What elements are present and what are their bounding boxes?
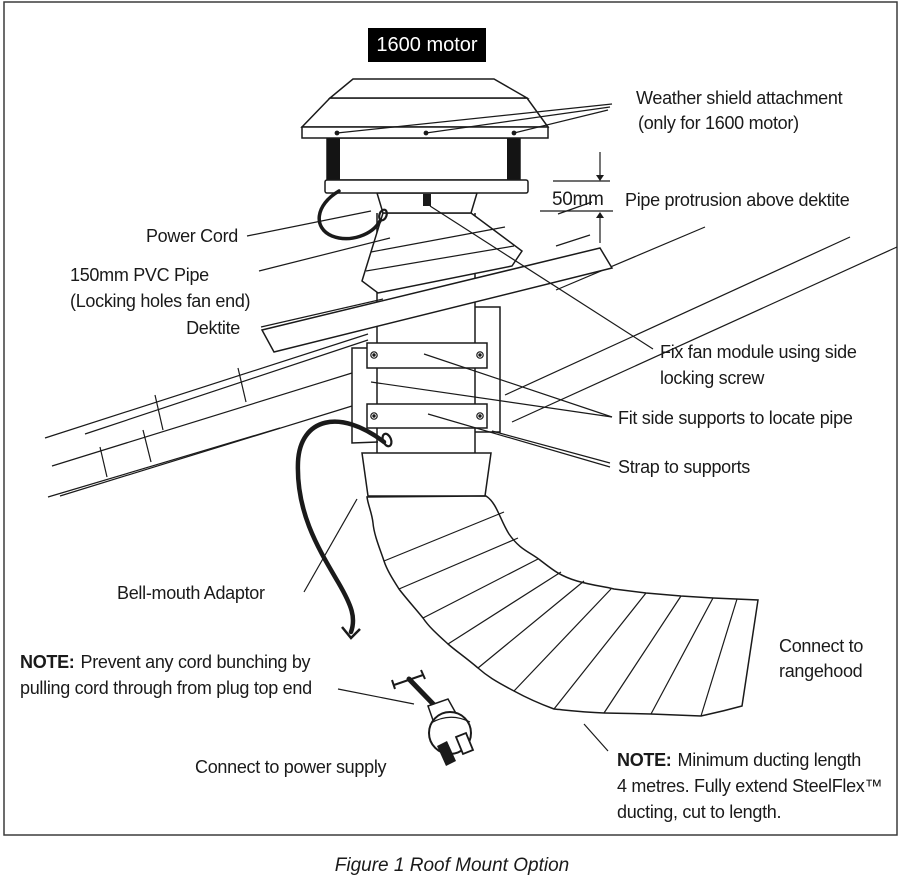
label-weather-shield-2: (only for 1600 motor) [638,113,799,133]
label-weather-shield: Weather shield attachment [636,88,843,108]
label-pvc-pipe-2: (Locking holes fan end) [70,291,251,311]
dektite-flashing [262,213,612,352]
fan-base-plate [325,180,528,193]
power-plug [392,670,473,766]
note-left-line1: NOTE: Prevent any cord bunching by [20,652,311,672]
locking-screw [423,194,431,206]
label-fix-fan: Fix fan module using side [660,342,857,362]
label-pipe-protrusion: Pipe protrusion above dektite [625,190,850,210]
weather-shield-upper [330,79,527,98]
label-connect-rangehood-2: rangehood [779,661,863,681]
note-left-line2: pulling cord through from plug top end [20,678,312,698]
label-connect-rangehood: Connect to [779,636,864,656]
bell-mouth-adaptor [362,453,491,496]
label-pvc-pipe: 150mm PVC Pipe [70,265,209,285]
label-fix-fan-2: locking screw [660,368,765,388]
pipe-straps [367,343,487,428]
fan-mesh-right-edge [507,138,520,180]
motor-badge-label: 1600 motor [376,34,478,56]
fan-mesh-left-edge [327,138,340,180]
figure-caption: Figure 1 Roof Mount Option [334,855,570,876]
label-dektite: Dektite [186,318,240,338]
label-fit-side-supports: Fit side supports to locate pipe [618,408,853,428]
note-right-line3: ducting, cut to length. [617,802,782,822]
motor-badge [368,28,486,62]
label-strap-to-supports: Strap to supports [618,457,750,477]
note-right-line1: NOTE: Minimum ducting length [617,750,861,770]
fan-mesh [327,138,520,180]
label-bell-mouth: Bell-mouth Adaptor [117,583,265,603]
weather-shield-lower [302,98,548,127]
label-connect-power: Connect to power supply [195,757,387,777]
flexible-duct [367,496,758,716]
note-right-line2: 4 metres. Fully extend SteelFlex™ [617,776,883,796]
label-power-cord: Power Cord [145,226,238,246]
label-50mm: 50mm [552,189,604,210]
